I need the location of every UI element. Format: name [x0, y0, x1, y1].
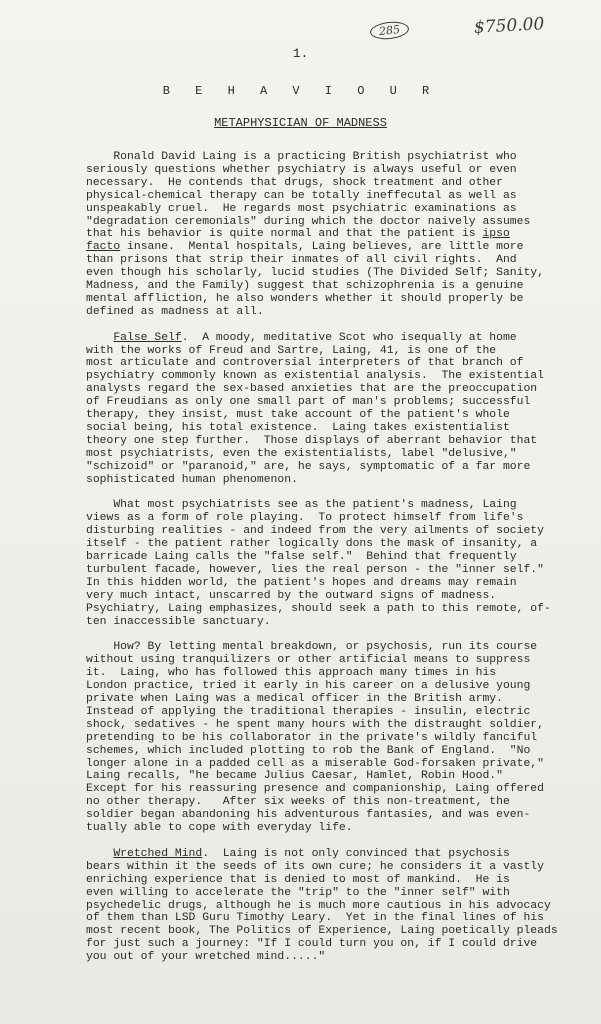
paragraph-5: Wretched Mind. Laing is not only convinced that psychosis bears within it the seeds of its own cure; he considers it a vastly enriching experience that is denied to most of mankind. He is even willing to accelerate the "trip" to the "inner self" with psychedelic drugs, although he is much more cautious in his advocacy of them than LSD Guru Timothy Leary. Yet in the final lines of his most recent book, The Politics of Experience, Laing poetically pleads for just such a journey: "If I could turn you on, if I could drive you out of your wretched mind....." — [86, 847, 558, 964]
subheading-wretched-mind: Wretched Mind — [113, 847, 203, 860]
page-number: 1. — [292, 46, 309, 61]
article-title: METAPHYSICIAN OF MADNESS — [214, 116, 387, 130]
circled-page-number-annotation: 285 — [369, 20, 410, 41]
subheading-false-self: False Self — [113, 331, 182, 344]
section-title: B E H A V I O U R — [162, 84, 439, 98]
paragraph-3: What most psychiatrists see as the patient's madness, Laing views as a form of role playing. To protect himself from life's disturbing realities - and indeed from the very ailments of society itself - the patient rather logically dons the mask of insanity, a barricade Laing calls the "false self." Behind that frequently turbulent facade, however, lies the real person - the "inner self." In this hidden world, the patient's hopes and dreams may remain very much intact, unscarred by the outward signs of madness. Psychiatry, Laing emphasizes, should seek a path to this remote, of- ten inaccessible sanctuary. — [86, 499, 551, 628]
paragraph-1: Ronald David Laing is a practicing British psychiatrist who seriously questions whether psychiatry is always useful or even necessary. He contends that drugs, shock treatment and other physical-chemical therapy can be totally ineffecutal as well as unspeakably cruel. He regards most psychiatric examinations as "degradation ceremonials" during which the doctor naively assumes that his behavior is quite normal and that the patient is ipso facto insane. Mental hospitals, Laing believes, are little more than prisons that strip their inmates of all civil rights. And even though his scholarly, lucid studies (The Divided Self; Sanity, Madness, and the Family) suggest that schizophrenia is a genuine mental affliction, he also wonders whether it should properly be defined as madness at all. — [86, 151, 544, 318]
paragraph-2: False Self. A moody, meditative Scot who isequally at home with the works of Freud and Sartre, Laing, 41, is one of the most articulate and controversial interpreters of that branch of psychiatry commonly known as existential analysis. The existential analysts regard the sex-based anxieties that are the preoccupation of Freudians as only one small part of man's problems; successful therapy, they insist, must take account of the patient's whole social being, his total existence. Laing takes existentialist theory one step further. Those displays of aberrant behavior that most psychiatrists, even the existentialists, label "delusive," "schizoid" or "paranoid," are, he says, symptomatic of a far more sophisticated human phenomenon. — [86, 331, 544, 486]
price-annotation: $750.00 — [473, 14, 545, 38]
article-body — [86, 151, 586, 977]
ipso-facto-underlined: ipso facto — [86, 228, 510, 254]
paragraph-4: How? By letting mental breakdown, or psychosis, run its course without using tranquilizers or other artificial means to suppress it. Laing, who has followed this approach many times in his London practice, tried it early in his career on a delusive young private when Laing was a medical officer in the British army. Instead of applying the traditional therapies - insulin, electric shock, sedatives - he spent many hours with the distraught soldier, pretending to be his collaborator in the private's wildly fanciful schemes, which included plotting to rob the Bank of England. "No longer alone in a padded cell as a miserable God-forsaken private," Laing recalls, "he became Julius Caesar, Hamlet, Robin Hood." Except for his reassuring presence and companionship, Laing offered no other therapy. After six weeks of this non-treatment, the soldier began abandoning his adventurous fantasies, and was even- tually able to cope with everyday life. — [86, 641, 544, 835]
